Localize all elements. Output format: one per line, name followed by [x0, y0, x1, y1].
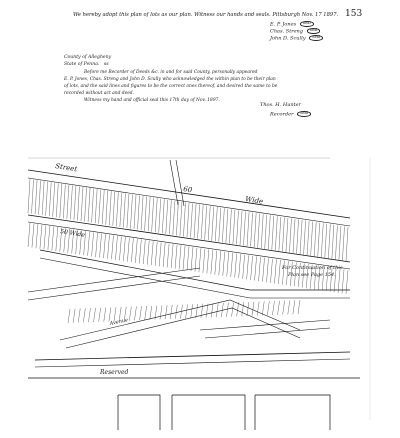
lot-line: [288, 300, 290, 314]
lot-line: [152, 198, 154, 232]
lot-line: [215, 207, 217, 241]
lot-line: [270, 259, 272, 283]
lot-line: [251, 213, 253, 247]
lot-line: [239, 254, 241, 278]
lot-line: [109, 191, 111, 225]
lot-line: [226, 209, 228, 243]
lot-line: [247, 212, 249, 246]
lot-line: [215, 251, 217, 275]
lot-line: [111, 235, 113, 259]
lot-line: [267, 301, 269, 315]
lot-line: [311, 222, 313, 256]
lot-line: [272, 301, 274, 315]
lot-line: [130, 194, 132, 228]
street-label: Avenue: [109, 317, 129, 327]
lot-line: [96, 233, 98, 257]
lot-line: [259, 257, 261, 281]
seal-icon: Seal: [297, 111, 311, 117]
lot-line: [113, 192, 115, 226]
lot-line: [211, 303, 213, 317]
lot-line: [99, 308, 101, 322]
lot-line: [109, 307, 111, 321]
lot-line: [155, 198, 157, 232]
lot-line: [304, 221, 306, 255]
lot-line: [120, 193, 122, 227]
lot-line: [279, 217, 281, 251]
lot-line: [52, 227, 54, 251]
lot-line: [35, 180, 37, 214]
lot-line: [338, 269, 340, 293]
lot-line: [233, 210, 235, 244]
lot-line: [63, 184, 65, 218]
lot-line: [203, 249, 205, 273]
acknowledgment-line: of lots, and the said lines and figures to be the correct ones thereof, and desired the same to be: [64, 84, 278, 89]
seal-icon: Seal: [307, 28, 321, 34]
lot-line: [195, 248, 197, 272]
lot-line: [175, 245, 177, 269]
lot-line: [73, 309, 75, 323]
acknowledgment-line: Witness my hand and official seal this 17th day of Nov. 1897.: [84, 98, 220, 103]
lot-line: [278, 260, 280, 284]
adoption-statement: We hereby adopt this plan of lots as our plan. Witness our hands and seals. Pittsburgh Nov. 17 1897.: [73, 12, 339, 18]
lot-line: [56, 183, 58, 217]
lot-line: [170, 305, 172, 319]
lot-line: [186, 304, 188, 318]
lot-line: [78, 309, 80, 323]
lot-line: [166, 200, 168, 234]
lot-line: [138, 196, 140, 230]
acknowledgment-line: recorded without act and deed.: [64, 91, 135, 96]
lot-line: [95, 189, 97, 223]
street-boundary: [28, 276, 200, 300]
lot-line: [240, 211, 242, 245]
lot-line: [261, 214, 263, 248]
street-label: 50 Wide: [59, 228, 86, 239]
lot-line: [171, 244, 173, 268]
lot-line: [335, 225, 337, 259]
lot-line: [147, 241, 149, 265]
lot-line: [251, 256, 253, 280]
lot-line: [283, 301, 285, 315]
lot-line: [176, 201, 178, 235]
lot-line: [151, 241, 153, 265]
lot-line: [289, 218, 291, 252]
lot-line: [205, 206, 207, 240]
lot-line: [255, 256, 257, 280]
lot-line: [223, 252, 225, 276]
lot-line: [145, 306, 147, 320]
lot-line: [108, 235, 110, 259]
lot-line: [187, 247, 189, 271]
lot-line: [28, 223, 30, 247]
recorder-title: Recorder: [270, 111, 294, 118]
lot-line: [262, 301, 264, 315]
lot-line: [81, 187, 83, 221]
lot-line: [60, 184, 62, 218]
lot-line: [212, 207, 214, 241]
lot-line: [242, 302, 244, 316]
lot-line: [88, 232, 90, 256]
lot-line: [191, 247, 193, 271]
lot-line: [293, 219, 295, 253]
lot-line: [88, 188, 90, 222]
lot-line: [180, 202, 182, 236]
lot-line: [53, 183, 55, 217]
lot-line: [119, 237, 121, 261]
lot-line: [275, 216, 277, 250]
county-line: County of Allegheny: [64, 55, 112, 60]
lot-line: [278, 301, 280, 315]
lot-line: [272, 216, 274, 250]
lot-line: [40, 225, 42, 249]
lot-line: [44, 225, 46, 249]
lot-line: [216, 303, 218, 317]
lot-line: [92, 232, 94, 256]
lot-line: [49, 182, 51, 216]
signature-name: E. P. Jones: [270, 21, 297, 28]
lot-line: [155, 242, 157, 266]
lot-line: [32, 224, 34, 248]
recorder-signature: Thos. H. Hunter: [260, 102, 302, 108]
lot-line: [134, 306, 136, 320]
lot-line: [48, 226, 50, 250]
lot-line: [115, 236, 117, 260]
lot-line: [42, 181, 44, 215]
lot-line: [36, 224, 38, 248]
street-boundary: [35, 352, 350, 360]
lot-line: [346, 227, 348, 261]
lot-line: [257, 302, 259, 316]
lot-line: [346, 270, 348, 294]
street-boundary: [66, 308, 300, 348]
street-label: 60: [182, 185, 193, 195]
lot-line: [342, 226, 344, 260]
lot-line: [159, 199, 161, 233]
lot-line: [191, 304, 193, 318]
lot-line: [201, 205, 203, 239]
lot-line: [129, 307, 131, 321]
lot-line: [211, 250, 213, 274]
lot-line: [99, 190, 101, 224]
lot-line: [116, 192, 118, 226]
lot-line: [94, 308, 96, 322]
lot-line: [139, 239, 141, 263]
lot-line: [286, 218, 288, 252]
lot-line: [191, 204, 193, 238]
lot-line: [169, 200, 171, 234]
continuation-note: For Continuation of this: [282, 265, 343, 271]
street-boundary: [200, 320, 330, 330]
street-label: Reserved: [100, 369, 129, 376]
lot-line: [219, 251, 221, 275]
street-boundary: [205, 328, 330, 338]
lot-line: [236, 210, 238, 244]
lot-line: [77, 186, 79, 220]
lot-line: [67, 185, 69, 219]
ss-mark: ss: [103, 62, 109, 67]
lot-line: [229, 209, 231, 243]
lot-line: [183, 202, 185, 236]
lot-line: [102, 190, 104, 224]
lot-line: [135, 239, 137, 263]
lot-line: [194, 204, 196, 238]
lot-line: [196, 304, 198, 318]
lot-line: [46, 182, 48, 216]
street-boundary: [28, 268, 200, 292]
lot-line: [68, 309, 70, 323]
lot-line: [293, 300, 295, 314]
lot-line: [328, 224, 330, 258]
lot-line: [179, 245, 181, 269]
lot-line: [232, 303, 234, 317]
lot-line: [183, 246, 185, 270]
lot-line: [163, 243, 165, 267]
lot-line: [298, 300, 300, 314]
lot-line: [100, 234, 102, 258]
lot-line: [198, 205, 200, 239]
lot-line: [150, 306, 152, 320]
lot-line: [56, 227, 58, 251]
lot-line: [74, 186, 76, 220]
lot-line: [160, 305, 162, 319]
lot-line: [70, 185, 72, 219]
lot-line: [83, 308, 85, 322]
seal-icon: Seal: [309, 35, 323, 41]
street-boundary: [28, 170, 350, 218]
lot-line: [143, 240, 145, 264]
state-name: State of Penna.: [64, 62, 100, 67]
page-number: 153: [345, 9, 363, 19]
street-label: Street: [54, 162, 78, 174]
lot-line: [247, 255, 249, 279]
lot-line: [258, 214, 260, 248]
lot-line: [282, 217, 284, 251]
lot-line: [297, 220, 299, 254]
signature-name: Chas. Streng: [270, 28, 303, 35]
street-boundary: [35, 359, 350, 367]
lot-line: [247, 302, 249, 316]
lot-line: [165, 305, 167, 319]
lot-line: [263, 258, 265, 282]
lot-line: [318, 223, 320, 257]
lot-line: [201, 304, 203, 318]
lot-line: [265, 215, 267, 249]
lot-line: [237, 302, 239, 316]
cross-street: [170, 160, 178, 205]
lot-line: [175, 305, 177, 319]
lot-line: [141, 196, 143, 230]
lot-line: [162, 199, 164, 233]
lot-line: [235, 254, 237, 278]
lot-line: [254, 213, 256, 247]
lot-line: [28, 179, 30, 213]
lot-line: [231, 253, 233, 277]
lot-line: [123, 237, 125, 261]
continuation-note: Plan see Page 154.: [288, 272, 336, 278]
lot-line: [159, 242, 161, 266]
lot-line: [307, 221, 309, 255]
acknowledgment-line: Before me Recorder of Deeds &c. in and for said County, personally appeared: [84, 70, 258, 75]
lot-line: [274, 259, 276, 283]
street-boundary: [28, 215, 350, 262]
lot-line: [321, 223, 323, 257]
lot-line: [104, 308, 106, 322]
lot-line: [227, 252, 229, 276]
lot-line: [339, 226, 341, 260]
street-label: Wide: [244, 195, 264, 206]
lot-line: [244, 212, 246, 246]
lot-line: [300, 220, 302, 254]
lot-line: [226, 303, 228, 317]
lot-line: [222, 208, 224, 242]
lot-line: [243, 255, 245, 279]
lot-line: [92, 189, 94, 223]
acknowledgment-line: E. P. Jones, Chas. Streng and John D. Scully who acknowledged the within plan to be their plan: [64, 77, 276, 82]
lot-line: [332, 225, 334, 259]
lot-line: [267, 258, 269, 282]
lot-line: [199, 248, 201, 272]
lot-line: [207, 249, 209, 273]
lot-line: [325, 224, 327, 258]
signature-name: John D. Scully: [270, 35, 306, 42]
lot-line: [127, 238, 129, 262]
bottom-block: [118, 395, 330, 430]
lot-line: [252, 302, 254, 316]
street-boundary: [60, 300, 300, 340]
lot-line: [145, 197, 147, 231]
lot-line: [167, 244, 169, 268]
lot-line: [173, 201, 175, 235]
lot-line: [134, 195, 136, 229]
lot-line: [131, 238, 133, 262]
seal-icon: Seal: [300, 21, 314, 27]
lot-line: [268, 215, 270, 249]
lot-line: [85, 188, 87, 222]
lot-line: [104, 234, 106, 258]
lot-line: [88, 308, 90, 322]
lot-line: [127, 194, 129, 228]
lot-line: [148, 197, 150, 231]
lot-line: [106, 191, 108, 225]
lot-line: [140, 306, 142, 320]
lot-line: [219, 208, 221, 242]
lot-line: [314, 222, 316, 256]
lot-line: [208, 206, 210, 240]
lot-line: [123, 193, 125, 227]
lot-line: [32, 180, 34, 214]
lot-line: [187, 203, 189, 237]
lot-line: [39, 181, 41, 215]
